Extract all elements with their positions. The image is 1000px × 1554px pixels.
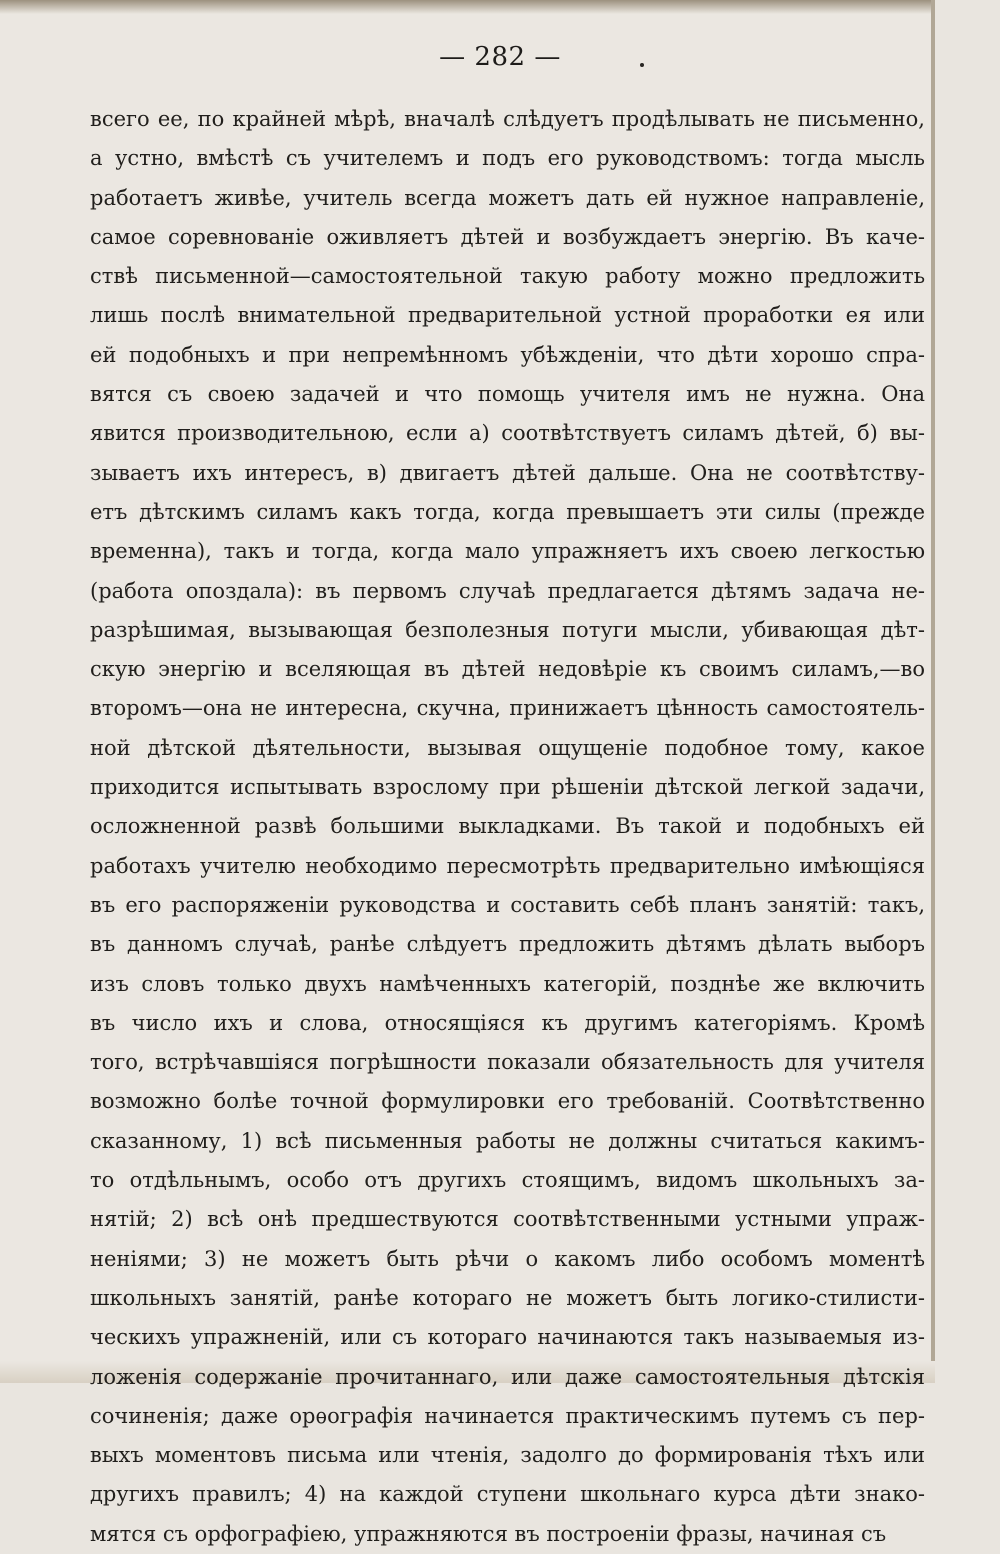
text-line: работахъ учителю необходимо пересмотрѣть предварительно имѣющіяся: [90, 853, 925, 878]
text-line: ложенія содержаніе прочитаннаго, или даже самостоятельныя дѣтскія: [90, 1364, 925, 1389]
text-line: другихъ правилъ; 4) на каждой ступени школьнаго курса дѣти знако-: [90, 1482, 925, 1507]
text-line: ной дѣтской дѣятельности, вызывая ощущеніе подобное тому, какое: [90, 735, 925, 760]
text-line: того, встрѣчавшіяся погрѣшности показали обязательность для учителя: [90, 1050, 925, 1075]
text-line: ствѣ письменной—самостоятельной такую работу можно предложить: [90, 264, 925, 289]
text-line: изъ словъ только двухъ намѣченныхъ категорій, позднѣе же включить: [90, 971, 925, 996]
page-number: — 282 —: [439, 42, 561, 72]
text-line: ей подобныхъ и при непремѣнномъ убѣжденіи, что дѣти хорошо спра-: [90, 342, 925, 367]
text-line: въ его распоряженіи руководства и составить себѣ планъ занятій: такъ,: [90, 892, 925, 917]
text-line: осложненной развѣ большими выкладками. Въ такой и подобныхъ ей: [90, 814, 925, 839]
text-line: мятся съ орфографіею, упражняются въ построеніи фразы, начиная съ: [90, 1521, 887, 1546]
text-line: самое соревнованіе оживляетъ дѣтей и возбуждаетъ энергію. Въ каче-: [90, 224, 925, 249]
text-line: вятся съ своею задачей и что помощь учителя имъ не нужна. Она: [90, 382, 925, 407]
text-line: сказанному, 1) всѣ письменныя работы не должны считаться какимъ-: [90, 1128, 925, 1153]
text-line: разрѣшимая, вызывающая безполезныя потуги мысли, убивающая дѣт-: [90, 617, 925, 642]
text-line: работаетъ живѣе, учитель всегда можетъ дать ей нужное направленіе,: [90, 185, 925, 210]
text-line: въ число ихъ и слова, относящіяся къ другимъ категоріямъ. Кромѣ: [90, 1010, 925, 1035]
text-line: второмъ—она не интересна, скучна, принижаетъ цѣнность самостоятель-: [90, 696, 925, 721]
text-line: нятій; 2) всѣ онѣ предшествуются соотвѣтственными устными упраж-: [90, 1207, 925, 1232]
text-line: то отдѣльнымъ, особо отъ другихъ стоящимъ, видомъ школьныхъ за-: [90, 1168, 925, 1193]
text-line: въ данномъ случаѣ, ранѣе слѣдуетъ предложить дѣтямъ дѣлать выборъ: [90, 932, 925, 957]
text-line: лишь послѣ внимательной предварительной устной проработки ея или: [90, 303, 925, 328]
text-line: етъ дѣтскимъ силамъ какъ тогда, когда превышаетъ эти силы (прежде: [90, 499, 925, 524]
text-line: всего ее, по крайней мѣрѣ, вначалѣ слѣдуетъ продѣлывать не письменно,: [90, 107, 925, 131]
text-line: выхъ моментовъ письма или чтенія, задолго до формированія тѣхъ или: [90, 1443, 925, 1468]
body-text: [90, 100, 925, 1554]
text-line: явится производительною, если а) соотвѣтствуетъ силамъ дѣтей, б) вы-: [90, 421, 925, 446]
text-line: сочиненія; даже орѳографія начинается практическимъ путемъ съ пер-: [90, 1403, 925, 1428]
text-line: а устно, вмѣстѣ съ учителемъ и подъ его руководствомъ: тогда мысль: [90, 146, 925, 171]
print-speck: [640, 63, 644, 67]
text-line: зываетъ ихъ интересъ, в) двигаетъ дѣтей дальше. Она не соотвѣтству-: [90, 460, 925, 485]
text-line: возможно болѣе точной формулировки его требованій. Соотвѣтственно: [90, 1089, 925, 1114]
text-line: школьныхъ занятій, ранѣе котораго не можетъ быть логико-стилисти-: [90, 1285, 925, 1310]
text-line: (работа опоздала): въ первомъ случаѣ предлагается дѣтямъ задача не-: [90, 578, 925, 603]
text-line: неніями; 3) не можетъ быть рѣчи о какомъ либо особомъ моментѣ: [90, 1246, 925, 1271]
page-right-edge: [931, 0, 935, 1383]
page-top-edge-shadow: [0, 0, 935, 14]
text-line: ческихъ упражненій, или съ котораго начинаются такъ называемыя из-: [90, 1325, 925, 1350]
text-line: временна), такъ и тогда, когда мало упражняетъ ихъ своею легкостью: [90, 539, 925, 564]
text-line: приходится испытывать взрослому при рѣшеніи дѣтской легкой задачи,: [90, 775, 925, 800]
text-line: скую энергію и вселяющая въ дѣтей недовѣріе къ своимъ силамъ,—во: [90, 657, 925, 682]
